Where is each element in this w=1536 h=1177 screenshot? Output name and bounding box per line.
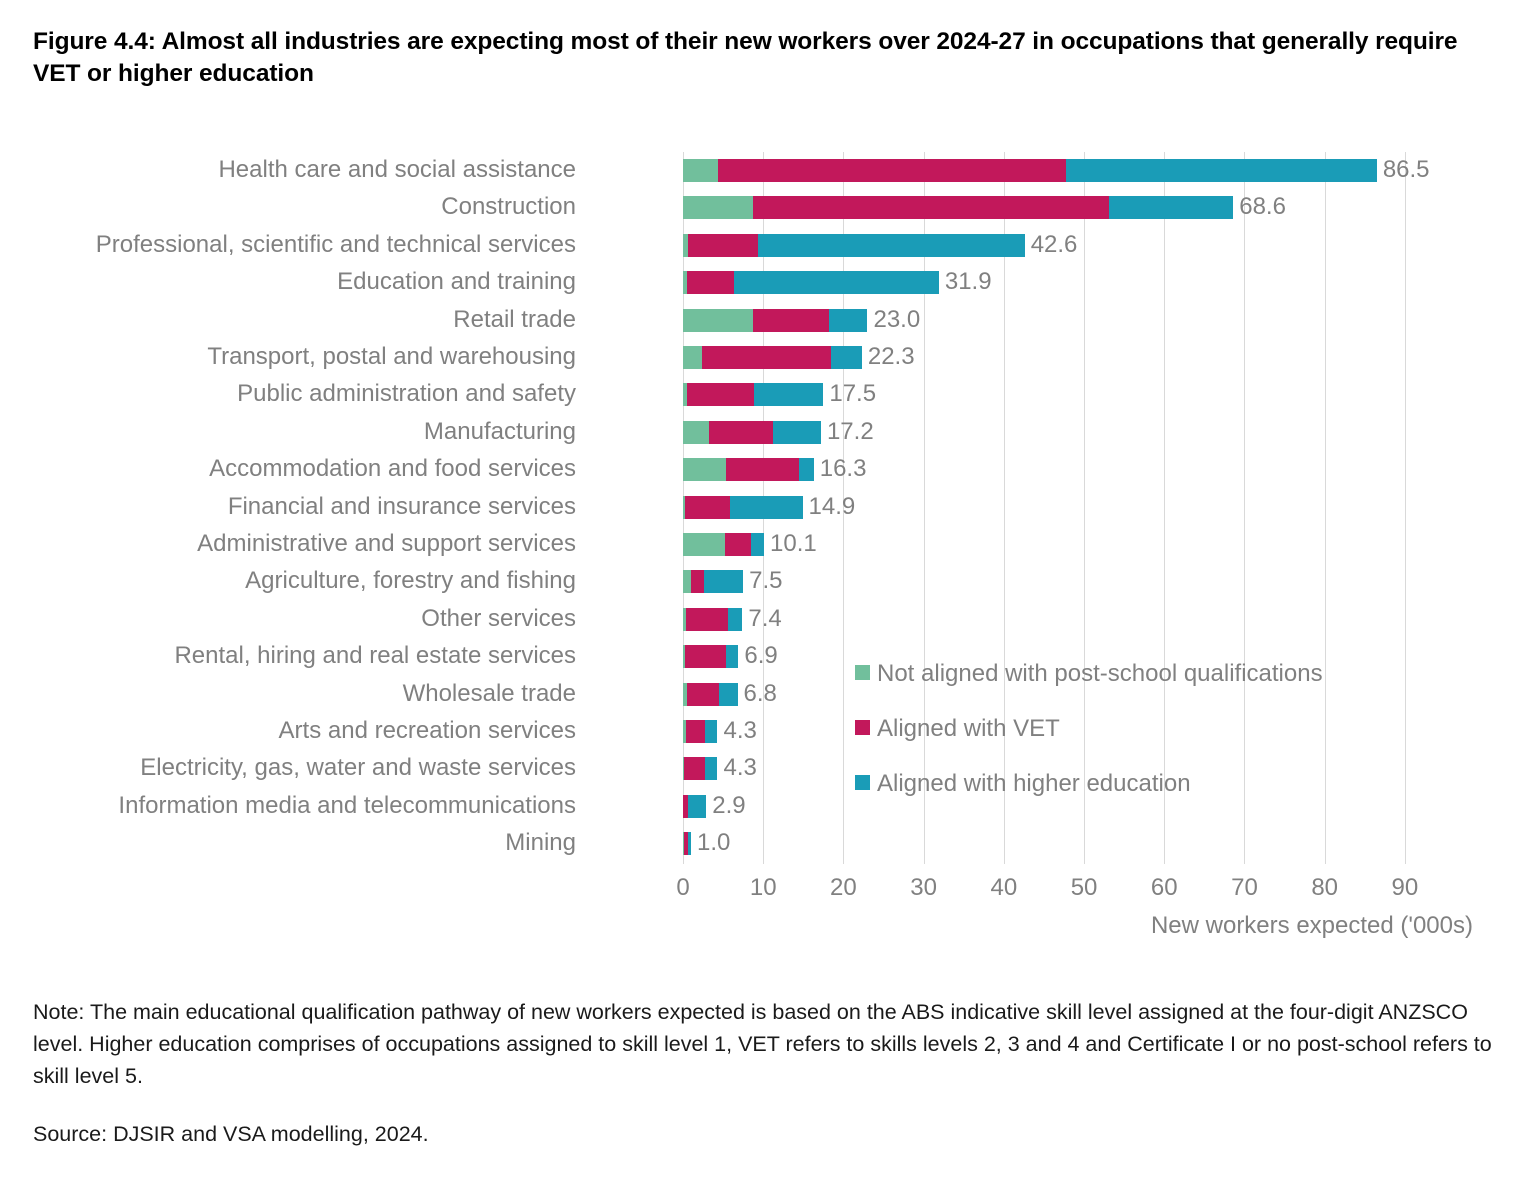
chart-row xyxy=(453,302,1445,339)
x-tick-label: 60 xyxy=(1150,874,1178,901)
bar-segment-higher_education xyxy=(705,757,718,780)
bar-segment-higher_education xyxy=(758,234,1024,257)
bar-total-label: 42.6 xyxy=(1030,230,1078,258)
category-label: Mining xyxy=(505,829,576,857)
category-label: Arts and recreation services xyxy=(278,717,576,744)
bar-segment-not_aligned xyxy=(683,196,753,219)
legend-item-not-aligned xyxy=(855,660,1455,715)
bar-total-label: 7.4 xyxy=(748,604,782,632)
bar-total-label: 2.9 xyxy=(712,791,746,819)
chart-row xyxy=(423,414,1445,451)
bar-segment-vet xyxy=(686,608,728,631)
figure-note: Note: The main educational qualification pathway of new workers expected is based on the ABS indicative skill level assigned at the four-digit ANZSCO level. Higher education comprises of occupations assigned to skill level 1, VET refers to skills levels 2, 3 and 4 and Certificate I or no post-school refers to skill level 5. xyxy=(33,1000,1492,1088)
bar-segment-vet xyxy=(691,570,704,593)
category-label: Manufacturing xyxy=(423,417,576,445)
x-tick-label: 30 xyxy=(910,874,937,901)
bar-total-label: 68.6 xyxy=(1239,193,1286,221)
bar-segment-vet xyxy=(685,645,726,668)
x-axis-title: New workers expected ('000s) xyxy=(1150,912,1473,939)
bar-total-label: 23.0 xyxy=(873,305,921,333)
bar-total-label: 7.5 xyxy=(749,567,783,595)
category-label: Transport, postal and warehousing xyxy=(207,343,576,370)
chart-row xyxy=(237,376,1445,413)
bar-total-label: 4.3 xyxy=(723,717,757,744)
category-label: Wholesale trade xyxy=(402,679,576,707)
bar-total-label: 14.9 xyxy=(808,492,856,520)
bar-segment-vet xyxy=(702,346,831,369)
bar-segment-vet xyxy=(753,309,829,332)
bar-segment-not_aligned xyxy=(683,533,725,556)
bar-segment-vet xyxy=(684,757,705,780)
category-label: Construction xyxy=(441,193,576,221)
category-label: Professional, scientific and technical services xyxy=(95,230,576,258)
category-label: Agriculture, forestry and fishing xyxy=(245,567,576,595)
bar-segment-vet xyxy=(685,496,731,519)
legend-label-vet: Aligned with VET xyxy=(877,715,1060,742)
bar-segment-higher_education xyxy=(705,720,718,743)
legend-label-higher-education: Aligned with higher education xyxy=(877,770,1191,797)
bar-segment-vet xyxy=(709,421,772,444)
bar-segment-not_aligned xyxy=(683,346,702,369)
category-label: Education and training xyxy=(337,268,576,296)
bar-total-label: 17.2 xyxy=(826,417,874,445)
category-label: Financial and insurance services xyxy=(227,492,576,520)
category-label: Retail trade xyxy=(453,305,576,333)
bar-segment-higher_education xyxy=(688,795,706,818)
x-tick-label: 10 xyxy=(749,874,777,901)
legend-swatch-icon-vet xyxy=(855,720,870,735)
bar-segment-vet xyxy=(725,533,751,556)
chart-row xyxy=(337,264,1445,301)
bar-segment-not_aligned xyxy=(683,570,691,593)
category-label: Public administration and safety xyxy=(237,380,576,408)
x-tick-label: 0 xyxy=(676,874,690,901)
bar-total-label: 17.5 xyxy=(829,380,877,408)
bar-segment-not_aligned xyxy=(683,309,753,332)
x-tick-label: 20 xyxy=(830,874,857,901)
chart-row xyxy=(207,339,1445,376)
chart-row xyxy=(95,227,1445,264)
bar-segment-higher_education xyxy=(799,458,813,481)
x-axis-ticks xyxy=(676,874,1473,908)
category-label: Health care and social assistance xyxy=(218,156,576,183)
category-label: Electricity, gas, water and waste services xyxy=(140,754,576,782)
chart-row xyxy=(209,451,1445,488)
bar-segment-vet xyxy=(687,271,734,294)
chart-row xyxy=(441,189,1445,226)
chart-row xyxy=(227,489,1445,526)
bar-total-label: 10.1 xyxy=(770,530,817,557)
bar-segment-higher_education xyxy=(726,645,739,668)
bar-segment-higher_education xyxy=(728,608,742,631)
bar-total-label: 16.3 xyxy=(819,455,867,483)
category-label: Accommodation and food services xyxy=(209,455,576,483)
bar-segment-higher_education xyxy=(831,346,861,369)
chart-row xyxy=(421,601,1445,638)
bar-segment-vet xyxy=(687,683,719,706)
x-tick-label: 90 xyxy=(1391,874,1419,901)
bar-segment-higher_education xyxy=(829,309,868,332)
bar-segment-higher_education xyxy=(1066,159,1377,182)
bar-segment-vet xyxy=(718,159,1065,182)
bar-segment-higher_education xyxy=(754,383,823,406)
bar-segment-higher_education xyxy=(751,533,764,556)
bar-segment-vet xyxy=(686,720,704,743)
legend xyxy=(855,660,1455,825)
bar-segment-vet xyxy=(688,234,759,257)
bar-total-label: 1.0 xyxy=(697,829,731,857)
bar-segment-higher_education xyxy=(734,271,939,294)
bar-segment-higher_education xyxy=(730,496,802,519)
category-label: Administrative and support services xyxy=(197,530,576,557)
bar-total-label: 4.3 xyxy=(723,754,757,782)
x-tick-label: 70 xyxy=(1231,874,1258,901)
legend-label-not-aligned: Not aligned with post-school qualifications xyxy=(877,660,1323,687)
legend-item-vet xyxy=(855,715,1455,770)
bar-segment-not_aligned xyxy=(683,458,726,481)
bar-total-label: 31.9 xyxy=(944,268,992,296)
bar-segment-higher_education xyxy=(719,683,737,706)
chart xyxy=(0,140,1536,940)
chart-row xyxy=(245,563,1445,600)
bar-segment-higher_education xyxy=(688,832,691,855)
chart-row xyxy=(218,152,1445,189)
category-label: Other services xyxy=(421,604,576,632)
bar-segment-higher_education xyxy=(704,570,743,593)
x-tick-label: 50 xyxy=(1070,874,1098,901)
bar-segment-higher_education xyxy=(773,421,821,444)
bar-segment-vet xyxy=(726,458,800,481)
bar-total-label: 6.8 xyxy=(743,679,777,707)
chart-row xyxy=(197,526,1445,563)
legend-swatch-icon-higher-education xyxy=(855,775,870,790)
bar-total-label: 6.9 xyxy=(744,642,778,670)
x-tick-label: 40 xyxy=(990,874,1018,901)
bar-segment-vet xyxy=(753,196,1109,219)
bar-segment-higher_education xyxy=(1109,196,1233,219)
bar-segment-not_aligned xyxy=(683,421,709,444)
bar-segment-not_aligned xyxy=(683,159,718,182)
figure-title: Figure 4.4: Almost all industries are expecting most of their new workers over 2024-27 in occupations that generally require VET or higher education xyxy=(33,28,1458,88)
bar-segment-vet xyxy=(687,383,754,406)
legend-swatch-icon-not-aligned xyxy=(855,665,870,680)
bar-total-label: 22.3 xyxy=(867,343,915,370)
bar-total-label: 86.5 xyxy=(1382,156,1430,183)
legend-item-higher-education xyxy=(855,770,1455,825)
figure-source: Source: DJSIR and VSA modelling, 2024. xyxy=(33,1122,429,1146)
chart-row xyxy=(505,825,1445,862)
category-label: Information media and telecommunications xyxy=(118,791,576,819)
x-tick-label: 80 xyxy=(1311,874,1339,901)
category-label: Rental, hiring and real estate services xyxy=(174,642,576,670)
